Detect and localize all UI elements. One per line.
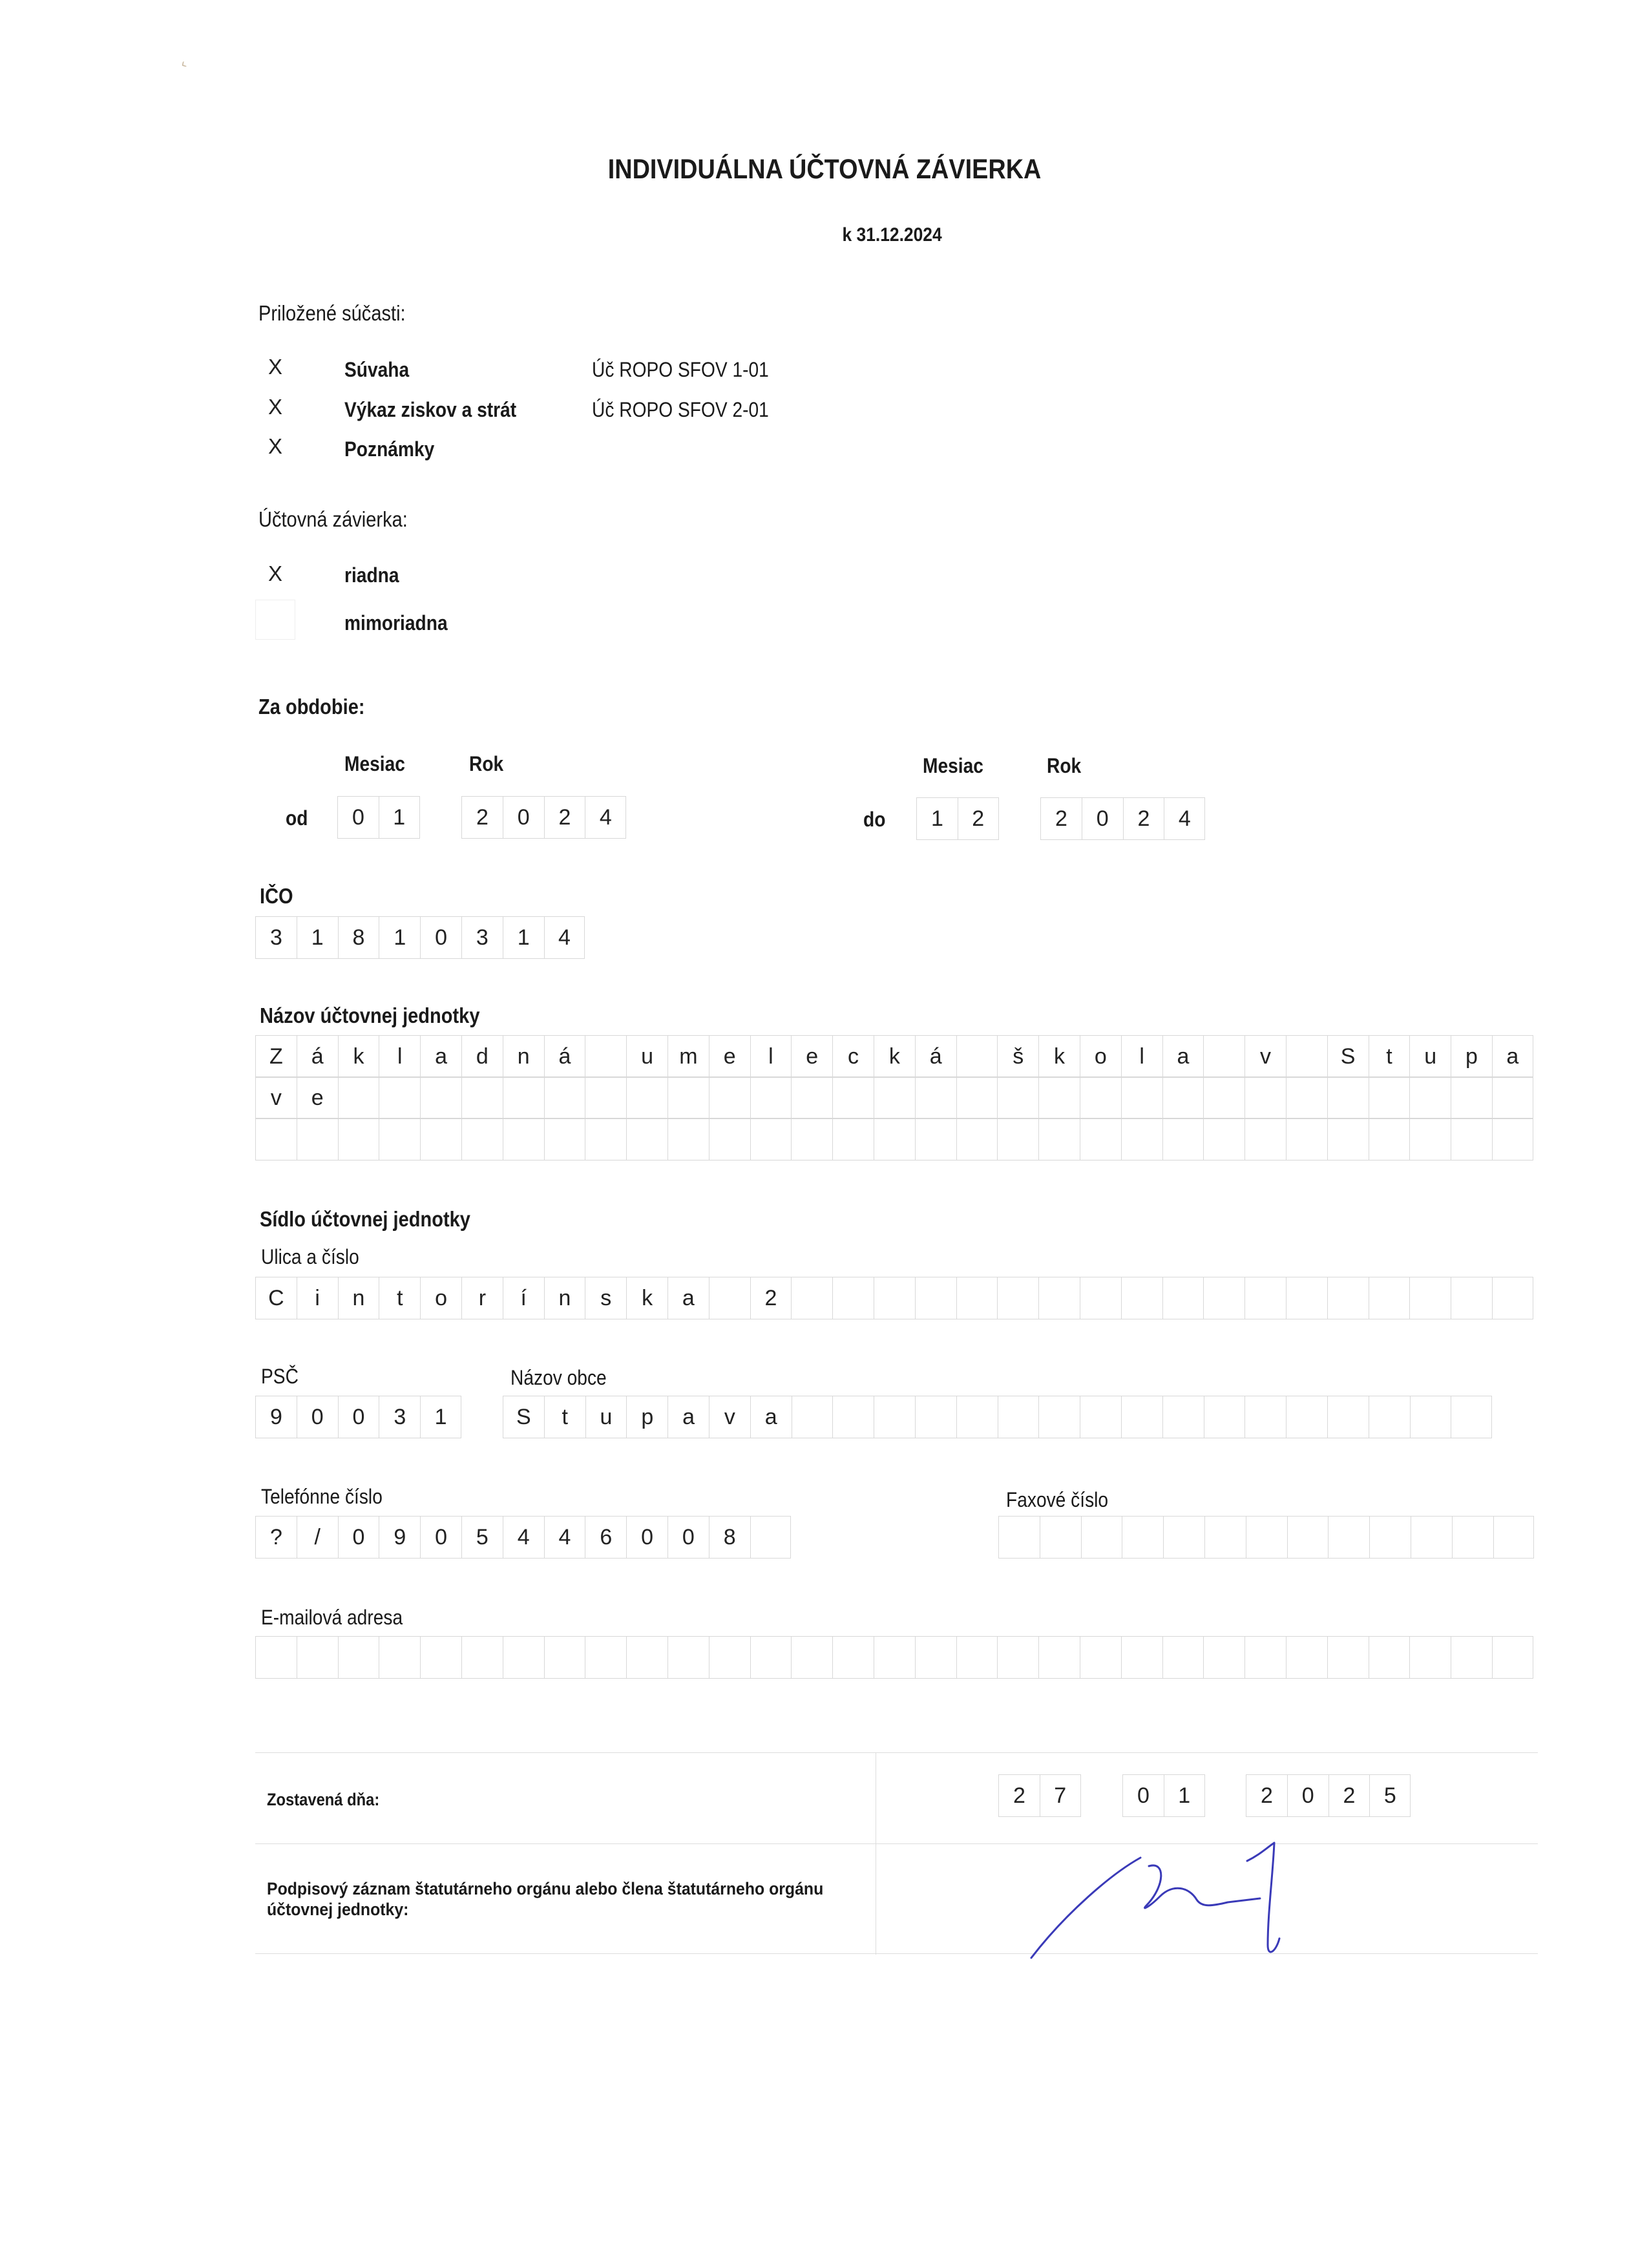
- char-cell: [1451, 1277, 1492, 1319]
- from-label: od: [286, 806, 308, 830]
- char-cell: [667, 1637, 709, 1678]
- char-cell: [997, 1277, 1038, 1319]
- street-label: Ulica a číslo: [261, 1245, 359, 1268]
- ico-field[interactable]: [255, 916, 585, 959]
- char-cell: [832, 1077, 874, 1118]
- to-label: do: [863, 808, 886, 831]
- char-cell: [1492, 1277, 1533, 1319]
- char-cell: [1451, 1637, 1492, 1678]
- char-cell: [915, 1277, 956, 1319]
- entity-name-row-2[interactable]: [255, 1076, 1533, 1119]
- char-cell: [874, 1077, 915, 1118]
- char-cell: [956, 1036, 998, 1077]
- char-cell: t: [1369, 1036, 1410, 1077]
- char-cell: [255, 1118, 297, 1160]
- char-cell: [1409, 1118, 1451, 1160]
- char-cell: a: [420, 1036, 461, 1077]
- char-cell: [338, 1077, 379, 1118]
- char-cell: [1492, 1637, 1533, 1678]
- char-cell: [1246, 1517, 1287, 1558]
- char-cell: [1245, 1277, 1286, 1319]
- char-cell: [1409, 1277, 1451, 1319]
- char-cell: [915, 1637, 956, 1678]
- char-cell: [832, 1396, 874, 1438]
- char-cell: l: [750, 1036, 792, 1077]
- char-cell: [667, 1077, 709, 1118]
- char-cell: [1286, 1277, 1327, 1319]
- char-cell: í: [503, 1277, 544, 1319]
- char-cell: [1245, 1637, 1286, 1678]
- char-cell: [255, 1637, 297, 1678]
- char-cell: [956, 1118, 998, 1160]
- char-cell: [1038, 1637, 1080, 1678]
- char-cell: e: [791, 1036, 832, 1077]
- digit-cell: 3: [461, 917, 503, 958]
- char-cell: u: [585, 1396, 627, 1438]
- from-month-field[interactable]: [337, 796, 420, 839]
- char-cell: [379, 1118, 420, 1160]
- char-cell: S: [1327, 1036, 1369, 1077]
- char-cell: á: [915, 1036, 956, 1077]
- char-cell: e: [297, 1077, 338, 1118]
- char-cell: p: [1451, 1036, 1492, 1077]
- char-cell: [1162, 1118, 1204, 1160]
- char-cell: [1245, 1396, 1286, 1438]
- char-cell: [791, 1077, 832, 1118]
- char-cell: n: [544, 1277, 585, 1319]
- char-cell: a: [667, 1277, 709, 1319]
- table-divider: [255, 1843, 1538, 1844]
- char-cell: [709, 1077, 750, 1118]
- digit-cell: 0: [337, 797, 379, 838]
- char-cell: [956, 1077, 998, 1118]
- statement-extraordinary-label: mimoriadna: [344, 611, 448, 635]
- digit-cell: 0: [503, 797, 544, 838]
- char-cell: [1203, 1077, 1245, 1118]
- char-cell: [874, 1277, 915, 1319]
- char-cell: [1038, 1396, 1080, 1438]
- char-cell: [585, 1118, 626, 1160]
- char-cell: [791, 1277, 832, 1319]
- phone-label: Telefónne číslo: [261, 1485, 383, 1508]
- char-cell: [626, 1637, 667, 1678]
- digit-cell: 8: [338, 917, 379, 958]
- attachment-2-code: Úč ROPO SFOV 2-01: [592, 398, 769, 421]
- char-cell: [709, 1118, 750, 1160]
- char-cell: [997, 1118, 1038, 1160]
- from-month-label: Mesiac: [344, 752, 405, 775]
- char-cell: [1287, 1517, 1329, 1558]
- char-cell: 2: [1329, 1775, 1370, 1816]
- ico-label: IČO: [260, 884, 293, 908]
- digit-cell: 2: [1040, 798, 1082, 839]
- char-cell: 5: [1369, 1775, 1411, 1816]
- char-cell: [1162, 1396, 1204, 1438]
- char-cell: [626, 1118, 667, 1160]
- handwritten-signature: [1027, 1835, 1338, 1971]
- to-month-label: Mesiac: [923, 754, 983, 777]
- char-cell: 2: [1246, 1775, 1287, 1816]
- char-cell: [585, 1077, 626, 1118]
- digit-cell: 0: [1082, 798, 1123, 839]
- digit-cell: 1: [916, 798, 958, 839]
- char-cell: [1162, 1077, 1204, 1118]
- char-cell: v: [255, 1077, 297, 1118]
- statement-extraordinary-checkbox[interactable]: [255, 600, 295, 640]
- char-cell: [1451, 1396, 1492, 1438]
- digit-cell: 1: [297, 917, 338, 958]
- char-cell: [874, 1396, 915, 1438]
- char-cell: C: [255, 1277, 297, 1319]
- char-cell: [1204, 1517, 1246, 1558]
- char-cell: 9: [379, 1517, 420, 1558]
- char-cell: l: [379, 1036, 420, 1077]
- char-cell: [1121, 1396, 1162, 1438]
- char-cell: [1245, 1118, 1286, 1160]
- street-field[interactable]: [255, 1277, 1533, 1319]
- char-cell: v: [709, 1396, 750, 1438]
- statement-type-label: Účtovná závierka:: [258, 507, 408, 531]
- char-cell: 0: [667, 1517, 709, 1558]
- char-cell: 0: [297, 1396, 338, 1438]
- address-label: Sídlo účtovnej jednotky: [260, 1207, 470, 1231]
- char-cell: [1452, 1517, 1493, 1558]
- attachment-1-checkbox[interactable]: X: [268, 355, 282, 379]
- char-cell: 9: [255, 1396, 297, 1438]
- digit-cell: 1: [379, 917, 420, 958]
- char-cell: [1080, 1077, 1121, 1118]
- char-cell: [1038, 1118, 1080, 1160]
- char-cell: 0: [626, 1517, 667, 1558]
- char-cell: ?: [255, 1517, 297, 1558]
- char-cell: S: [503, 1396, 544, 1438]
- char-cell: 0: [338, 1517, 379, 1558]
- compiled-month-field[interactable]: [1122, 1774, 1205, 1817]
- from-year-field[interactable]: [461, 796, 626, 839]
- email-label: E-mailová adresa: [261, 1606, 403, 1629]
- char-cell: [297, 1637, 338, 1678]
- psc-label: PSČ: [261, 1365, 299, 1388]
- char-cell: [1163, 1517, 1204, 1558]
- char-cell: [1162, 1637, 1204, 1678]
- char-cell: u: [1409, 1036, 1451, 1077]
- char-cell: [585, 1036, 626, 1077]
- char-cell: [750, 1637, 792, 1678]
- char-cell: [832, 1277, 874, 1319]
- char-cell: a: [1162, 1036, 1204, 1077]
- entity-name-row-1[interactable]: [255, 1035, 1533, 1078]
- char-cell: [1327, 1637, 1369, 1678]
- char-cell: [461, 1077, 503, 1118]
- char-cell: p: [626, 1396, 667, 1438]
- char-cell: [874, 1637, 915, 1678]
- char-cell: [297, 1118, 338, 1160]
- char-cell: [1286, 1118, 1327, 1160]
- char-cell: n: [503, 1036, 544, 1077]
- char-cell: /: [297, 1517, 338, 1558]
- char-cell: [1327, 1077, 1369, 1118]
- digit-cell: 4: [585, 797, 626, 838]
- char-cell: [1204, 1396, 1245, 1438]
- char-cell: [997, 1637, 1038, 1678]
- signature-label: Podpisový záznam štatutárneho orgánu alebo člena štatutárneho orgánu účtovnej jednotky:: [267, 1879, 824, 1919]
- char-cell: [503, 1118, 544, 1160]
- char-cell: [832, 1118, 874, 1160]
- char-cell: [544, 1077, 585, 1118]
- char-cell: l: [1121, 1036, 1162, 1077]
- char-cell: [709, 1637, 750, 1678]
- attachments-label: Priložené súčasti:: [258, 301, 406, 325]
- char-cell: [1203, 1637, 1245, 1678]
- digit-cell: 1: [503, 917, 544, 958]
- char-cell: [1492, 1077, 1533, 1118]
- attachment-2-checkbox[interactable]: X: [268, 395, 282, 419]
- char-cell: [1492, 1118, 1533, 1160]
- char-cell: s: [585, 1277, 626, 1319]
- char-cell: š: [997, 1036, 1038, 1077]
- compiled-date-label: Zostavená dňa:: [267, 1790, 380, 1809]
- char-cell: t: [379, 1277, 420, 1319]
- char-cell: [461, 1118, 503, 1160]
- char-cell: [1121, 1077, 1162, 1118]
- char-cell: 0: [338, 1396, 379, 1438]
- char-cell: [1203, 1118, 1245, 1160]
- char-cell: [1286, 1077, 1327, 1118]
- char-cell: [997, 1077, 1038, 1118]
- char-cell: a: [1492, 1036, 1533, 1077]
- char-cell: [1369, 1277, 1410, 1319]
- compiled-day-field[interactable]: [998, 1774, 1081, 1817]
- char-cell: 0: [1122, 1775, 1164, 1816]
- char-cell: o: [1080, 1036, 1121, 1077]
- char-cell: [750, 1118, 792, 1160]
- char-cell: [956, 1396, 998, 1438]
- char-cell: [1080, 1637, 1121, 1678]
- char-cell: 2: [998, 1775, 1040, 1816]
- statement-regular-checkbox[interactable]: X: [268, 562, 282, 585]
- fax-field[interactable]: [998, 1516, 1534, 1559]
- char-cell: [791, 1118, 832, 1160]
- to-year-field[interactable]: [1040, 797, 1205, 840]
- char-cell: 4: [544, 1517, 585, 1558]
- char-cell: [750, 1077, 792, 1118]
- char-cell: [956, 1637, 998, 1678]
- char-cell: [1369, 1517, 1411, 1558]
- attachment-1-code: Úč ROPO SFOV 1-01: [592, 358, 769, 381]
- entity-name-row-3[interactable]: [255, 1118, 1533, 1160]
- char-cell: [1411, 1517, 1452, 1558]
- char-cell: m: [667, 1036, 709, 1077]
- char-cell: v: [1245, 1036, 1286, 1077]
- char-cell: [1327, 1277, 1369, 1319]
- psc-field[interactable]: [255, 1396, 461, 1438]
- char-cell: [1286, 1396, 1327, 1438]
- char-cell: i: [297, 1277, 338, 1319]
- char-cell: á: [297, 1036, 338, 1077]
- char-cell: [338, 1118, 379, 1160]
- attachment-1-name: Súvaha: [344, 358, 410, 381]
- char-cell: [544, 1118, 585, 1160]
- char-cell: [1203, 1036, 1245, 1077]
- char-cell: 6: [585, 1517, 626, 1558]
- char-cell: [1286, 1637, 1327, 1678]
- digit-cell: 0: [420, 917, 461, 958]
- email-field[interactable]: [255, 1636, 1533, 1679]
- char-cell: [1369, 1118, 1410, 1160]
- char-cell: [503, 1077, 544, 1118]
- char-cell: 1: [1164, 1775, 1205, 1816]
- char-cell: [1080, 1118, 1121, 1160]
- attachment-2-name: Výkaz ziskov a strát: [344, 398, 517, 421]
- scan-mark: ‹: [176, 55, 189, 72]
- char-cell: a: [750, 1396, 792, 1438]
- char-cell: [1410, 1396, 1451, 1438]
- char-cell: [1081, 1517, 1122, 1558]
- char-cell: a: [667, 1396, 709, 1438]
- to-month-field[interactable]: [916, 797, 999, 840]
- char-cell: [585, 1637, 626, 1678]
- digit-cell: 2: [544, 797, 585, 838]
- char-cell: d: [461, 1036, 503, 1077]
- compiled-year-field[interactable]: [1246, 1774, 1411, 1817]
- char-cell: n: [338, 1277, 379, 1319]
- char-cell: [998, 1396, 1039, 1438]
- char-cell: [1328, 1517, 1369, 1558]
- char-cell: [1040, 1517, 1081, 1558]
- char-cell: [1369, 1396, 1410, 1438]
- fax-label: Faxové číslo: [1006, 1488, 1109, 1511]
- digit-cell: 2: [958, 798, 999, 839]
- digit-cell: 4: [544, 917, 585, 958]
- char-cell: u: [626, 1036, 667, 1077]
- char-cell: e: [709, 1036, 750, 1077]
- char-cell: k: [1038, 1036, 1080, 1077]
- char-cell: [544, 1637, 585, 1678]
- city-field[interactable]: [503, 1396, 1492, 1438]
- char-cell: [338, 1637, 379, 1678]
- char-cell: [915, 1118, 956, 1160]
- char-cell: [792, 1396, 833, 1438]
- char-cell: k: [338, 1036, 379, 1077]
- period-label: Za obdobie:: [258, 695, 365, 719]
- char-cell: [832, 1637, 874, 1678]
- char-cell: [1409, 1637, 1451, 1678]
- char-cell: [1286, 1036, 1327, 1077]
- char-cell: Z: [255, 1036, 297, 1077]
- char-cell: [1327, 1396, 1369, 1438]
- city-label: Názov obce: [510, 1366, 607, 1389]
- char-cell: c: [832, 1036, 874, 1077]
- char-cell: 5: [461, 1517, 503, 1558]
- to-year-label: Rok: [1047, 754, 1082, 777]
- statement-regular-label: riadna: [344, 563, 399, 587]
- char-cell: [1080, 1277, 1121, 1319]
- char-cell: 1: [420, 1396, 461, 1438]
- char-cell: [1327, 1118, 1369, 1160]
- char-cell: [1369, 1077, 1410, 1118]
- char-cell: [379, 1637, 420, 1678]
- char-cell: [998, 1517, 1040, 1558]
- char-cell: [1203, 1277, 1245, 1319]
- char-cell: [709, 1277, 750, 1319]
- char-cell: [461, 1637, 503, 1678]
- char-cell: [750, 1517, 792, 1558]
- char-cell: [915, 1396, 956, 1438]
- char-cell: [626, 1077, 667, 1118]
- document-date: k 31.12.2024: [842, 224, 943, 246]
- char-cell: 8: [709, 1517, 750, 1558]
- digit-cell: 2: [461, 797, 503, 838]
- char-cell: [1409, 1077, 1451, 1118]
- char-cell: [1122, 1517, 1163, 1558]
- char-cell: [1121, 1277, 1162, 1319]
- char-cell: 4: [503, 1517, 544, 1558]
- digit-cell: 2: [1123, 798, 1164, 839]
- phone-field[interactable]: [255, 1516, 791, 1559]
- char-cell: [379, 1077, 420, 1118]
- char-cell: [420, 1637, 461, 1678]
- char-cell: t: [544, 1396, 585, 1438]
- char-cell: [1451, 1077, 1492, 1118]
- document-title: INDIVIDUÁLNA ÚČTOVNÁ ZÁVIERKA: [607, 154, 1042, 185]
- char-cell: [1121, 1637, 1162, 1678]
- char-cell: [1038, 1077, 1080, 1118]
- char-cell: [1038, 1277, 1080, 1319]
- char-cell: [1451, 1118, 1492, 1160]
- char-cell: [1245, 1077, 1286, 1118]
- char-cell: k: [874, 1036, 915, 1077]
- char-cell: [420, 1077, 461, 1118]
- char-cell: r: [461, 1277, 503, 1319]
- digit-cell: 4: [1164, 798, 1205, 839]
- char-cell: [1080, 1396, 1121, 1438]
- from-year-label: Rok: [469, 752, 504, 775]
- char-cell: [1369, 1637, 1410, 1678]
- char-cell: [956, 1277, 998, 1319]
- char-cell: [1121, 1118, 1162, 1160]
- digit-cell: 3: [255, 917, 297, 958]
- attachment-3-name: Poznámky: [344, 437, 435, 461]
- char-cell: 2: [750, 1277, 792, 1319]
- char-cell: [1162, 1277, 1204, 1319]
- char-cell: 0: [420, 1517, 461, 1558]
- entity-name-label: Názov účtovnej jednotky: [260, 1003, 480, 1027]
- char-cell: [874, 1118, 915, 1160]
- char-cell: [791, 1637, 832, 1678]
- attachment-3-checkbox[interactable]: X: [268, 434, 282, 458]
- char-cell: 7: [1040, 1775, 1081, 1816]
- char-cell: 0: [1287, 1775, 1329, 1816]
- char-cell: [420, 1118, 461, 1160]
- char-cell: o: [420, 1277, 461, 1319]
- char-cell: á: [544, 1036, 585, 1077]
- char-cell: [915, 1077, 956, 1118]
- digit-cell: 1: [379, 797, 420, 838]
- signature-stroke: [1031, 1843, 1279, 1958]
- char-cell: k: [626, 1277, 667, 1319]
- char-cell: [667, 1118, 709, 1160]
- char-cell: 3: [379, 1396, 420, 1438]
- char-cell: [503, 1637, 544, 1678]
- char-cell: [1493, 1517, 1535, 1558]
